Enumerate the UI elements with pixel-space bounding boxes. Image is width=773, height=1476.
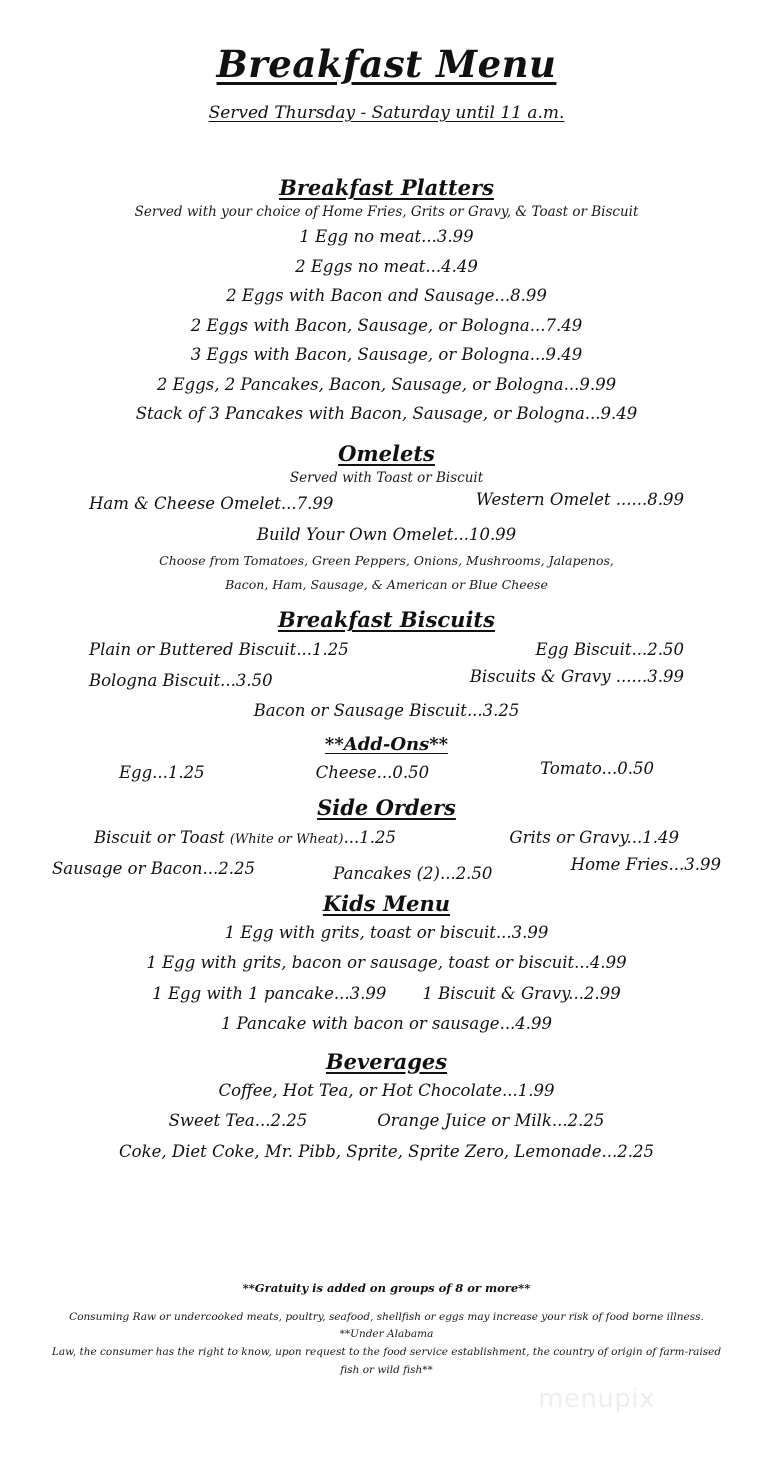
menu-item: Egg...1.25 [119, 762, 205, 782]
menu-item: Western Omelet ......8.99 [475, 489, 684, 509]
section-omelets [34, 441, 739, 595]
section-title-sides: Side Orders [317, 795, 456, 821]
menu-item: Pancakes (2)...2.50 [333, 863, 493, 883]
menu-item: Coke, Diet Coke, Mr. Pibb, Sprite, Sprite Zero, Lemonade...2.25 [119, 1141, 654, 1161]
section-kids-menu [34, 891, 739, 1036]
serving-hours-subtitle: Served Thursday - Saturday until 11 a.m. [208, 103, 565, 123]
menu-item: Tomato...0.50 [540, 758, 654, 778]
section-note-platters: Served with your choice of Home Fries, Grits or Gravy, & Toast or Biscuit [134, 204, 639, 220]
section-title-omelets: Omelets [338, 440, 435, 466]
section-title-add-ons: **Add-Ons** [324, 733, 449, 755]
menu-item-row [34, 668, 739, 694]
menu-item-row [34, 825, 739, 851]
omelet-choices-line-1: Choose from Tomatoes, Green Peppers, Onions, Mushrooms, Jalapenos, [159, 553, 614, 569]
menu-item [94, 825, 396, 851]
section-breakfast-platters [34, 175, 739, 427]
menu-item: Egg Biscuit...2.50 [535, 640, 684, 660]
menu-item-row [34, 637, 739, 663]
watermark: menupix [538, 1384, 655, 1414]
menu-item: Build Your Own Omelet...10.99 [256, 524, 517, 544]
menu-item: 2 Eggs no meat...4.49 [295, 256, 478, 276]
menu-item-row [34, 1108, 739, 1134]
health-disclaimer-line-1: Consuming Raw or undercooked meats, poultry, seafood, shellfish or eggs may increase your risk of food borne illness. **Under Alabama [69, 1310, 704, 1341]
menu-item: 3 Eggs with Bacon, Sausage, or Bologna...9.49 [190, 345, 583, 365]
menu-item: 2 Eggs with Bacon, Sausage, or Bologna...7.49 [190, 315, 583, 335]
menu-item: 1 Pancake with bacon or sausage...4.99 [220, 1014, 553, 1034]
section-title-beverages: Beverages [325, 1048, 448, 1074]
menu-item-note: (White or Wheat) [229, 832, 344, 848]
menu-item-row [34, 981, 739, 1007]
menu-item-row [34, 760, 739, 786]
menu-item: Plain or Buttered Biscuit...1.25 [89, 640, 349, 660]
menu-item: Stack of 3 Pancakes with Bacon, Sausage, or Bologna...9.49 [135, 404, 638, 424]
menu-item: Coffee, Hot Tea, or Hot Chocolate...1.99 [218, 1080, 555, 1100]
menu-item: Bacon or Sausage Biscuit...3.25 [253, 701, 520, 721]
menu-page [0, 42, 773, 1476]
menu-item: Home Fries...3.99 [570, 854, 721, 874]
footer [0, 1281, 773, 1380]
menu-item: Orange Juice or Milk...2.25 [377, 1111, 605, 1131]
menu-item: 1 Egg with grits, bacon or sausage, toast or biscuit...4.99 [146, 953, 627, 972]
omelet-choices-line-2: Bacon, Ham, Sausage, & American or Blue Cheese [225, 577, 548, 593]
section-title-platters: Breakfast Platters [279, 175, 494, 200]
menu-item: Ham & Cheese Omelet...7.99 [89, 493, 334, 513]
gratuity-note: **Gratuity is added on groups of 8 or more** [242, 1280, 531, 1295]
section-note-omelets: Served with Toast or Biscuit [289, 469, 484, 486]
menu-item: Sausage or Bacon...2.25 [52, 858, 255, 878]
menu-item: 1 Egg no meat...3.99 [299, 227, 474, 246]
menu-item: Grits or Gravy...1.49 [509, 828, 679, 848]
section-title-biscuits: Breakfast Biscuits [278, 607, 495, 633]
menu-item: 1 Egg with grits, toast or biscuit...3.99 [224, 923, 549, 943]
menu-item-price: ...1.25 [343, 828, 396, 848]
menu-item: Sweet Tea...2.25 [168, 1111, 308, 1131]
menu-item: Bologna Biscuit...3.50 [89, 670, 273, 690]
menu-item: 1 Egg with 1 pancake...3.99 [152, 983, 387, 1003]
menu-item: 2 Eggs with Bacon and Sausage...8.99 [226, 286, 547, 306]
section-title-kids: Kids Menu [322, 891, 451, 917]
menu-item: 1 Biscuit & Gravy...2.99 [422, 983, 621, 1003]
menu-item: Cheese...0.50 [315, 762, 430, 782]
page-title: Breakfast Menu [216, 42, 557, 86]
menu-item: Biscuits & Gravy ......3.99 [469, 666, 684, 686]
menu-item-row [34, 856, 739, 882]
menu-item-name: Biscuit or Toast [94, 828, 225, 848]
section-add-ons [34, 734, 739, 786]
health-disclaimer-line-2: Law, the consumer has the right to know, upon request to the food service establishment, the country of origin of farm-raised fish or wild fish** [51, 1346, 722, 1377]
section-beverages [34, 1049, 739, 1165]
menu-item: 2 Eggs, 2 Pancakes, Bacon, Sausage, or Bologna...9.99 [156, 374, 617, 394]
section-side-orders [34, 795, 739, 881]
menu-item-row [34, 491, 739, 517]
section-breakfast-biscuits [34, 607, 739, 724]
